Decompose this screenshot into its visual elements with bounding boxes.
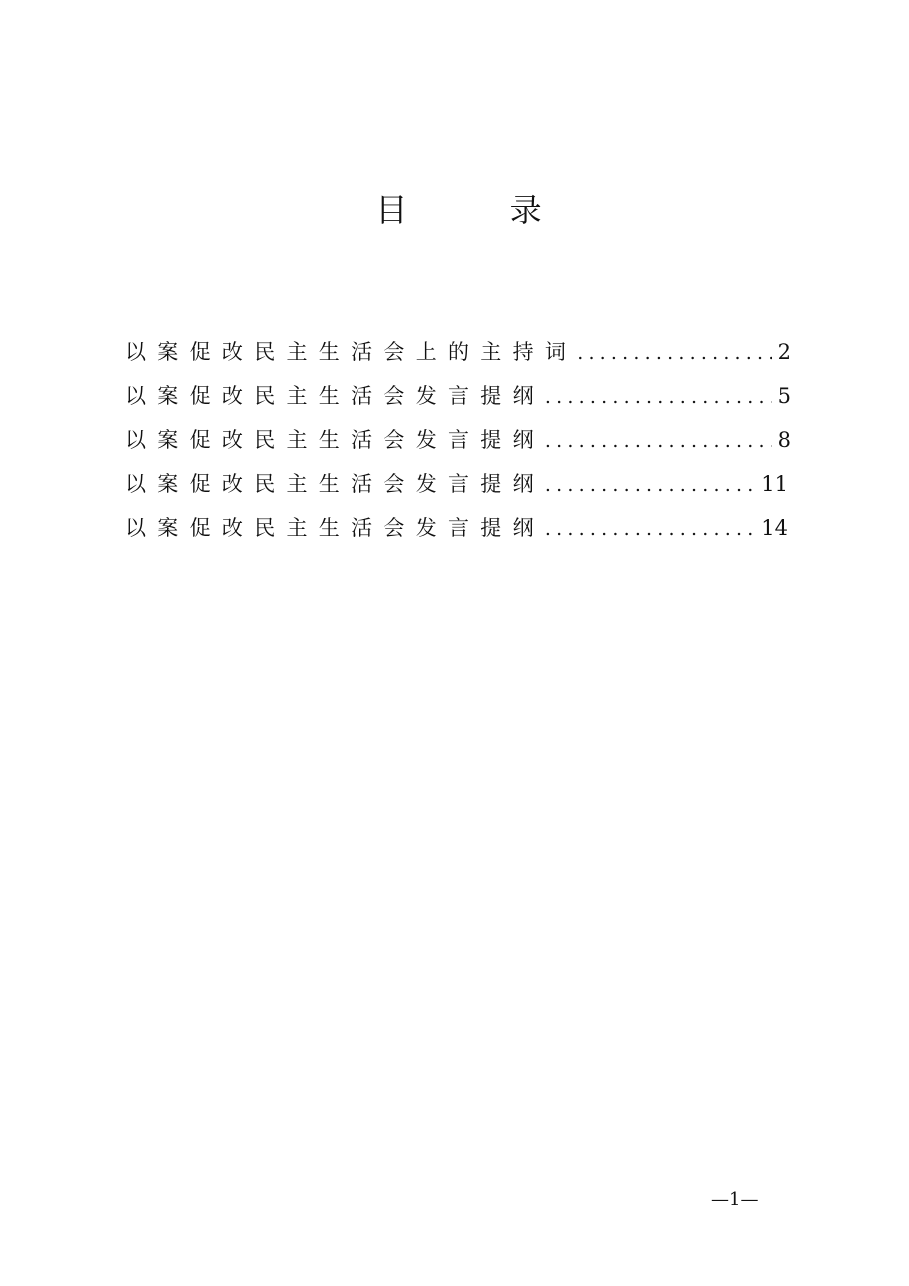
toc-entry-page-number: 5 [777, 384, 791, 408]
toc-dot-leader [545, 507, 755, 551]
toc-entry[interactable] [125, 418, 791, 462]
toc-dot-leader [577, 331, 771, 375]
toc-dot-leader [545, 419, 772, 463]
toc-entry-title: 以案促改民主生活会发言提纲 [125, 384, 545, 408]
toc-entry-title: 以案促改民主生活会发言提纲 [125, 428, 545, 452]
toc-dot-leader [545, 463, 755, 507]
toc-entry-title: 以案促改民主生活会上的主持词 [125, 340, 578, 364]
toc-list [125, 330, 791, 550]
toc-entry-page-number: 14 [761, 516, 788, 540]
toc-entry-page-number: 11 [761, 472, 788, 496]
toc-entry-title: 以案促改民主生活会发言提纲 [125, 472, 545, 496]
toc-heading: 目 录 [375, 191, 588, 229]
toc-entry-page-number: 2 [777, 340, 791, 364]
toc-entry[interactable] [125, 506, 791, 550]
toc-entry-page-number: 8 [777, 428, 791, 452]
toc-entry[interactable] [125, 374, 791, 418]
toc-entry[interactable] [125, 330, 791, 374]
toc-entry-title: 以案促改民主生活会发言提纲 [125, 516, 545, 540]
footer-page-number: —1— [711, 1189, 759, 1210]
toc-entry[interactable] [125, 462, 791, 506]
toc-dot-leader [545, 375, 772, 419]
